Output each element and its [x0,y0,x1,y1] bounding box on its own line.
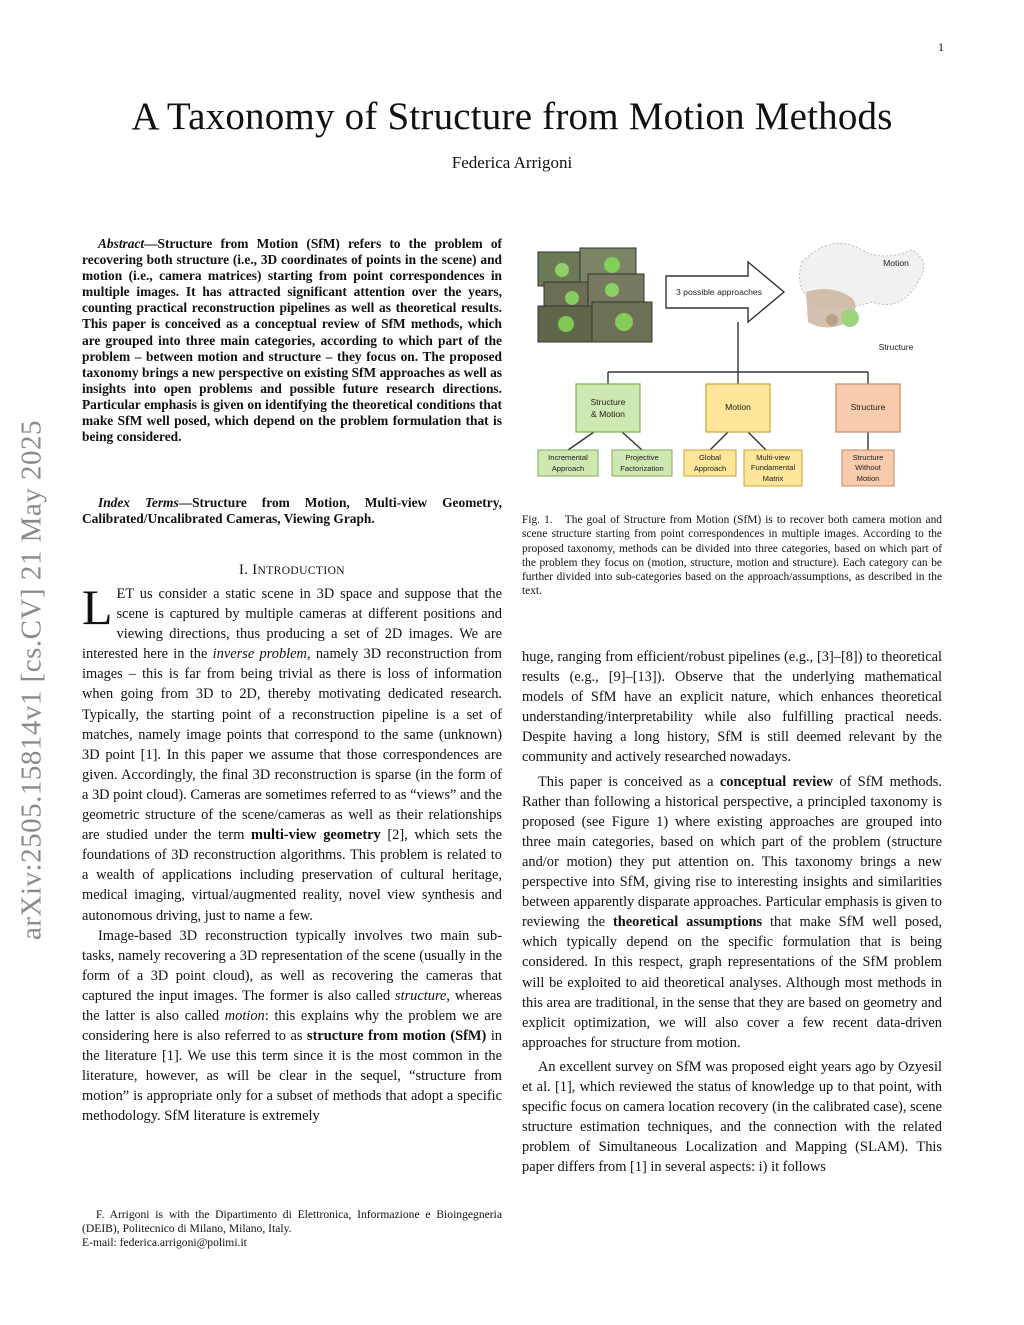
text-run: ET us consider a static scene in 3D space and suppose that the scene is captured by multiple cameras at different positions and viewing directions, thus producing a set of 2D images. We are interested here in the [82,586,502,663]
text-run: , whereas the latter is also called [82,987,502,1024]
leaf-label: Structure [852,453,884,462]
text-run: [2], which sets the foundations of 3D reconstruction algorithms. This problem is related to a wealth of applications including preservation of cultural heritage, medical imaging, virtual/augmented reality, novel view synthesis and autonomous driving, just to name a few. [82,827,503,924]
abstract-label: Abstract [98,236,145,251]
input-image-object [604,257,620,273]
bold-term: theoretical assumptions [612,914,763,931]
node-label: Structure [590,397,626,407]
point-cloud-visual [800,243,924,327]
intro-paragraph-1 [82,579,503,926]
index-terms-text: —Structure from Motion, Multi-view Geometry, Calibrated/Uncalibrated Cameras, Viewing Graph. [82,495,502,527]
node-label: Motion [725,402,751,412]
footnote-affiliation: F. Arrigoni is with the Dipartimento di Elettronica, Informazione e Bioingegneria (DEIB), Politecnico di Milano, Milano, Italy. [82,1208,502,1235]
node-structure-and-motion [576,384,640,432]
section-title-rest: NTRODUCTION [257,565,345,577]
section-heading-introduction [82,562,502,579]
node-label: Structure [850,402,886,412]
leaf-label: Projective [625,453,659,462]
footnote-email: E-mail: federica.arrigoni@polimi.it [82,1236,247,1249]
leaf-label: Without [855,463,881,472]
leaf-label: Multi-view [756,453,790,462]
leaf-label: Global [699,453,721,462]
abstract [82,236,502,445]
arxiv-sidebar [6,370,58,990]
bold-term: structure from motion (SfM) [307,1028,487,1045]
right-paragraph-3: An excellent survey on SfM was proposed eight years ago by Ozyesil et al. [1], which reviewed the status of knowledge up to that point, with specific focus on camera location recovery (in the calibrated case), scene structure estimation techniques, and the connection with the related problem of Simultaneous Localization and Mapping (SLAM). This paper differs from [1] in several aspects: i) it follows [522,1058,942,1176]
motion-visual-label: Motion [883,258,909,268]
section-title-initial: I [252,562,258,578]
input-image-object [555,263,569,277]
bold-term: conceptual review [719,773,834,790]
text-run: of SfM methods. Rather than following a historical perspective, a principled taxonomy is proposed (see Figure 1) where existing approaches are grouped into three main categories, based on which part of the problem (structure and/or motion) they put attention on. This taxonomy brings a new perspective into SfM, giving rise to interesting insights and similarities between apparently disparate approaches. Particular emphasis is given to reviewing the [522,773,942,931]
arrow-label: 3 possible approaches [676,287,762,297]
bold-term: multi-view geometry [251,827,381,844]
input-image-object [615,313,633,331]
intro-paragraph-2 [82,926,502,1127]
leaf-label: Matrix [762,474,784,483]
text-run: that make SfM well posed, which typically depend on the specific formulation that is being considered. In this respect, graph representations of the SfM problem will be exploited to aid theoretical analyses. Although most methods in this area are traditional, in the sense that they are based on geometry and explicit optimization, we will also cover a few recent data-driven approaches for structure from motion. [522,914,943,1051]
caption-text: The goal of Structure from Motion (SfM) is to recover both camera motion and scene structure starting from point correspondences in multiple images. According to the proposed taxonomy, methods can be divided into three categories, based on which part of the problem they focus on (motion, structure, motion and structure). Each category can be further divided into sub-categories based on the approach/assumptions, as described in the text. [522,514,942,598]
section-numeral: I. [239,562,249,578]
emphasis: structure [394,987,447,1004]
author-name: Federica Arrigoni [451,153,573,172]
page-number: 1 [938,40,944,54]
figure-1 [532,232,944,494]
taxonomy-diagram [532,232,944,494]
input-images [538,248,652,342]
text-run: : this explains why the problem we are considering here is also referred to as [82,1007,502,1045]
leaf-label: Fundamental [750,463,796,472]
input-image-object [558,316,574,332]
text-run: , namely 3D reconstruction from images – this is far from being trivial as there is loss of information when going from 3D to 2D, thereby motivating dedicated research. Typically, the starting point of a reconstruction pipeline is a set of matches, namely image points that correspond to the same (unknown) 3D point [1]. In this paper we assume that those correspondences are given. Accordingly, the final 3D reconstruction is sparse (in the form of a 3D point cloud). Cameras are sometimes referred to as “views” and the geometric structure of the scene/cameras as well as their relationships are studied under the term [82,646,502,844]
leaf-label: Approach [551,464,585,473]
right-paragraph-1: huge, ranging from efficient/robust pipelines (e.g., [3]–[8]) to theoretical results (e.g., [9]–[13]). Observe that the underlying mathematical models of SfM have an explicit nature, which enhances theoretical understanding/interpretability while also fulfilling practical needs. Despite having a long history, SfM is still deemed relevant by the community and actively researched nowadays. [522,649,942,766]
footnote [82,1208,502,1250]
index-terms [82,495,502,527]
drop-cap: L [82,579,113,635]
point-cloud-object [841,309,859,327]
leaf-label: Motion [856,474,880,483]
arxiv-identifier: arXiv:2505.15814v1 [cs.CV] 21 May 2025 [15,419,48,941]
leaf-label: Approach [693,464,727,473]
right-column-body [522,647,942,1177]
text-run: This paper is conceived as a [538,773,720,790]
text-run: Image-based 3D reconstruction typically involves two main sub-tasks, namely recovering a 3D representation of the scene (usually in the form of a 3D point cloud), as well as recovering the cameras that captured the input images. The former is also called [82,927,502,1004]
leaf-label: Incremental [548,453,588,462]
right-paragraph-2 [522,772,942,1053]
structure-visual-label: Structure [878,342,914,352]
text-run: in the literature [1]. We use this term since it is the most common in the literature, however, as will be clear in the sequel, “structure from motion” is appropriate only for a subset of methods that adopt a specific methodology. SfM literature is extremely [82,1028,503,1125]
input-image-object [565,291,579,305]
abstract-text: —Structure from Motion (SfM) refers to the problem of recovering both structure (i.e., 3D coordinates of points in the scene) and motion (i.e., camera matrices) starting from point correspondences in multiple images. It has attracted significant attention over the years, counting practical reconstruction pipelines as well as theoretical results. This paper is conceived as a conceptual review of SfM methods, which are grouped into three main categories, according to which part of the problem – between motion and structure – they focus on. The proposed taxonomy brings a new perspective on existing SfM approaches as well as insights into open problems and possible future research directions. Particular emphasis is given on identifying the theoretical conditions that make SfM well posed, which depend on the problem formulation that is being considered. [82,236,502,445]
paper-title: A Taxonomy of Structure from Motion Methods [131,95,893,138]
figure-caption [522,513,942,599]
leaf-label: Factorization [620,464,664,473]
input-image-object [605,283,619,297]
caption-label: Fig. 1. [522,514,553,526]
emphasis: inverse problem [212,646,307,663]
index-terms-label: Index Terms [98,495,179,510]
introduction-body [82,579,503,1127]
node-label: & Motion [591,409,625,419]
emphasis: motion [224,1007,265,1024]
